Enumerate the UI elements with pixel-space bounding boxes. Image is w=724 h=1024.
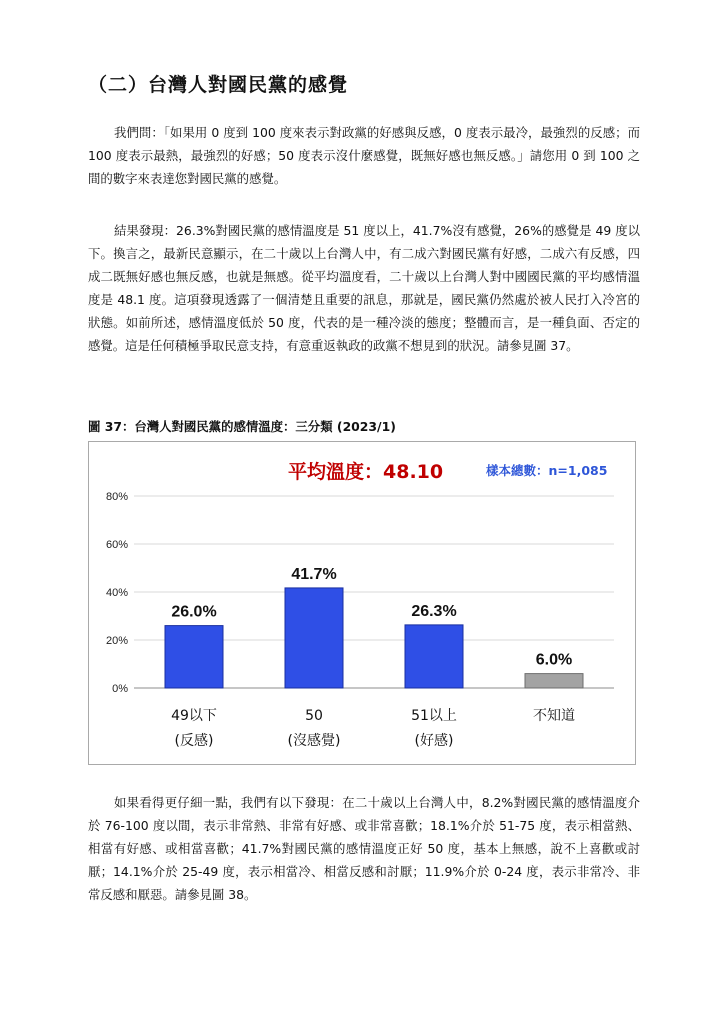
bar [405,625,463,688]
figure-caption: 圖 37：台灣人對國民黨的感情溫度：三分類 (2023/1) [88,419,396,434]
data-label: 26.0% [171,603,217,621]
x-tick-sublabel: (好感) [414,733,454,749]
data-label: 26.3% [411,602,457,620]
y-tick-label: 80% [105,491,128,503]
x-tick-sublabel: (反感) [174,733,214,749]
chart-canvas [89,442,637,766]
x-tick-sublabel: (沒感覺) [287,733,341,749]
y-tick-label: 60% [105,539,128,551]
y-tick-label: 20% [105,635,128,647]
data-label: 6.0% [535,651,573,669]
section-title: （二）台灣人對國民黨的感覺 [88,74,349,96]
chart-title: 平均溫度：48.10 [288,461,444,483]
x-tick-label: 49以下 [171,708,217,724]
x-tick-label: 50 [305,708,323,724]
findings-paragraph: 結果發現：26.3%對國民黨的感情溫度是 51 度以上，41.7%沒有感覺，26%的感覺是 49 度以下。換言之，最新民意顯示，在二十歲以上台灣人中，有二成六對國民黨有好感，二成六有反感，四成二既無好感也無反感，也就是無感。從平均溫度看，二十歲以上台灣人對中國國民黨的平均感情溫度是 48.1 度。這項發現透露了一個清楚且重要的訊息，那就是，國民黨仍然處於被人民打入冷宮的狀態。如前所述，感情溫度低於 50 度，代表的是一種冷淡的態度；整體而言，是一種負面、否定的感覺。這是任何積極爭取民意支持，有意重返執政的政黨不想見到的狀況。請參見圖 37。 [88,223,640,353]
bar [165,626,223,688]
detail-paragraph: 如果看得更仔細一點，我們有以下發現：在二十歲以上台灣人中，8.2%對國民黨的感情溫度介於 76-100 度以間，表示非常熱、非常有好感、或非常喜歡；18.1%介於 51-75 度，表示相當熱、相當有好感、或相當喜歡；41.7%對國民黨的感情溫度正好 50 度，基本上無感，說不上喜歡或討厭；14.1%介於 25-49 度，表示相當冷、相當反感和討厭；11.9%介於 0-24 度，表示非常冷、非常反感和厭惡。請參見圖 38。 [88,795,640,902]
y-tick-label: 0% [112,683,128,695]
x-tick-label: 51以上 [411,708,457,724]
y-tick-label: 40% [105,587,128,599]
bar-chart [88,441,636,765]
bar [285,588,343,688]
x-tick-label: 不知道 [533,708,575,724]
intro-paragraph: 我們問：「如果用 0 度到 100 度來表示對政黨的好感與反感，0 度表示最冷，最強烈的反感；而 100 度表示最熱，最強烈的好感；50 度表示沒什麼感覺，既無好感也無反感。」請您用 0 到 100 之間的數字來表達您對國民黨的感覺。 [88,125,640,186]
data-label: 41.7% [291,565,337,583]
sample-size-annotation: 樣本總數：n=1,085 [486,463,608,478]
bar [525,674,583,688]
